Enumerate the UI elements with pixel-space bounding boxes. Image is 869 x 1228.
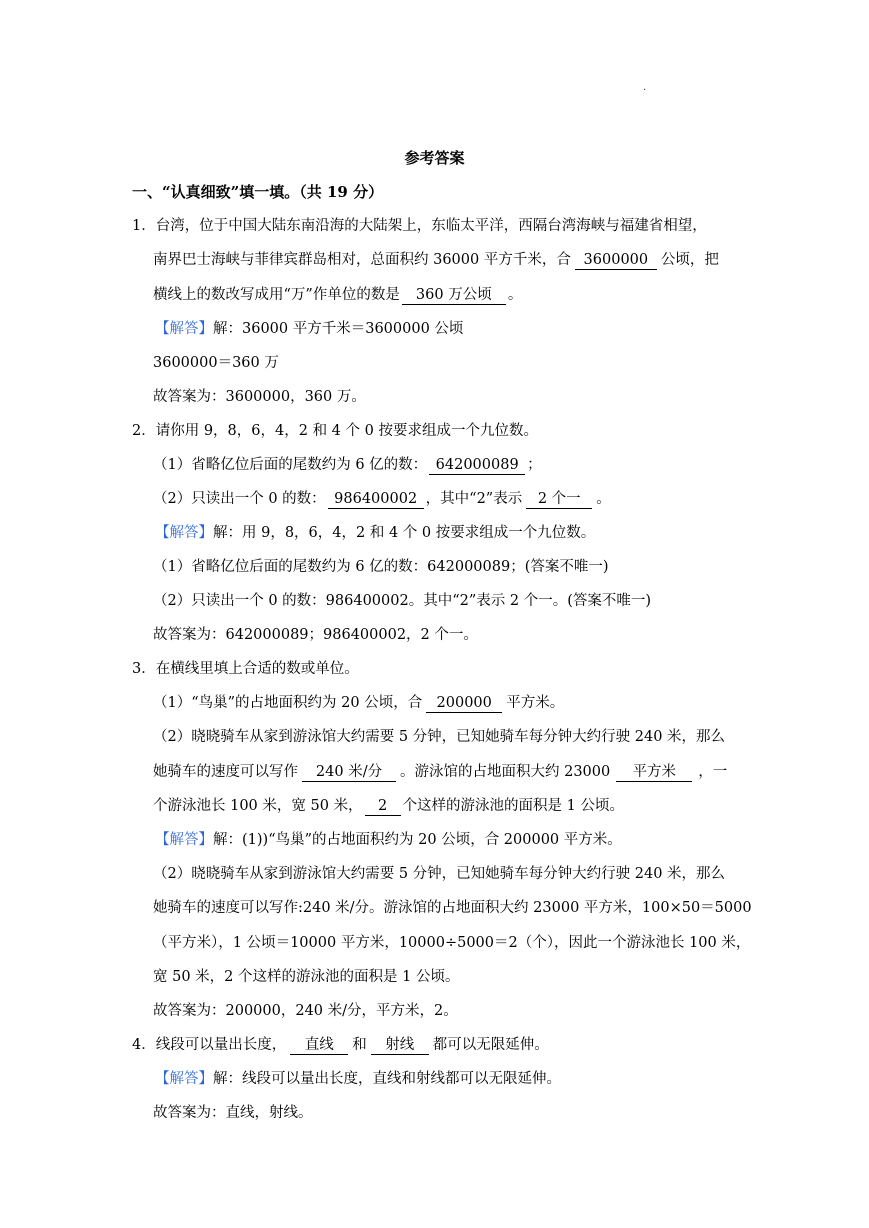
q3-answer: 故答案为：200000，240 米/分，平方米，2。 [153,1003,458,1019]
q2-solution-line3: （2）只读出一个 0 的数：986400002。其中“2”表示 2 个一。(答案不唯一) [153,593,652,609]
q3-blank-4: 2 [365,797,401,816]
q2-solution-line1: 【解答】解：用 9，8，6，4，2 和 4 个 0 按要求组成一个九位数。 [155,525,596,541]
q2-answer: 故答案为：642000089；986400002，2 个一。 [153,627,478,643]
q1-stem-line2: 南界巴士海峡与菲律宾群岛相对，总面积约 36000 平方千米，合 3600000 公顷，把 [153,252,719,268]
q2-blank-2: 986400002 [328,490,424,509]
q2-part1: （1）省略亿位后面的尾数约为 6 亿的数： 642000089 ； [153,457,542,473]
q2-blank-3: 2 个一 [526,490,592,509]
q2-part2: （2）只读出一个 0 的数： 986400002 ，其中“2”表示 2 个一 。 [153,491,611,507]
q3-part2-line3: 个游泳池长 100 米，宽 50 米， 2 个这样的游泳池的面积是 1 公顷。 [153,798,625,814]
q1-blank-1: 3600000 [575,251,657,270]
solution-tag: 【解答】 [155,321,213,337]
q1-answer: 故答案为：3600000，360 万。 [153,389,366,405]
q1-stem-line1: 1．台湾，位于中国大陆东南沿海的大陆架上，东临太平洋，西隔台湾海峡与福建省相望， [132,218,707,234]
solution-tag: 【解答】 [155,1071,213,1087]
q1-stem-line3: 横线上的数改写成用“万”作单位的数是 360 万公顷 。 [153,287,523,303]
q3-part2-line1: （2）晓晓骑车从家到游泳馆大约需要 5 分钟，已知她骑车每分钟大约行驶 240 米，那么 [153,729,726,745]
q1-blank-2: 360 万公顷 [402,286,506,305]
q2-solution-line2: （1）省略亿位后面的尾数约为 6 亿的数：642000089；(答案不唯一) [153,559,609,575]
q4-stem: 4．线段可以量出长度， 直线 和 射线 都可以无限延伸。 [132,1037,549,1053]
page-mark: . [643,82,647,93]
q3-part1: （1）“鸟巢”的占地面积约为 20 公顷，合 200000 平方米。 [153,695,565,711]
q3-blank-3: 平方米 [616,763,692,782]
q3-solution-line1: 【解答】解：(1))“鸟巢”的占地面积约为 20 公顷，合 200000 平方米。 [155,832,622,848]
q3-solution-line2: （2）晓晓骑车从家到游泳馆大约需要 5 分钟，已知她骑车每分钟大约行驶 240 米，那么 [153,866,726,882]
solution-tag: 【解答】 [155,525,213,541]
q4-blank-1: 直线 [290,1036,348,1055]
q3-part2-line2: 她骑车的速度可以写作 240 米/分 。游泳馆的占地面积大约 23000 平方米 ，一 [153,764,728,780]
q3-blank-1: 200000 [426,694,502,713]
q2-stem: 2．请你用 9，8，6，4，2 和 4 个 0 按要求组成一个九位数。 [132,423,538,439]
q3-solution-line3: 她骑车的速度可以写作:240 米/分。游泳馆的占地面积大约 23000 平方米，100×50＝5000 [153,900,752,916]
q4-solution-line1: 【解答】解：线段可以量出长度，直线和射线都可以无限延伸。 [155,1071,561,1087]
q1-solution-line1: 【解答】解：36000 平方千米＝3600000 公顷 [155,321,464,337]
q4-blank-2: 射线 [371,1036,429,1055]
solution-tag: 【解答】 [155,832,213,848]
q2-blank-1: 642000089 [429,456,525,475]
q3-stem: 3．在横线里填上合适的数或单位。 [132,661,359,677]
q3-blank-2: 240 米/分 [302,763,396,782]
q3-solution-line5: 宽 50 米，2 个这样的游泳池的面积是 1 公顷。 [153,969,460,985]
q1-solution-line2: 3600000＝360 万 [153,355,279,371]
page-title: 参考答案 [404,149,465,167]
q3-solution-line4: （平方米），1 公顷＝10000 平方米，10000÷5000＝2（个），因此一个游泳池长 100 米， [153,935,751,951]
q4-answer: 故答案为：直线，射线。 [153,1105,313,1121]
section-heading: 一、“认真细致”填一填。（共 19 分） [132,183,384,201]
